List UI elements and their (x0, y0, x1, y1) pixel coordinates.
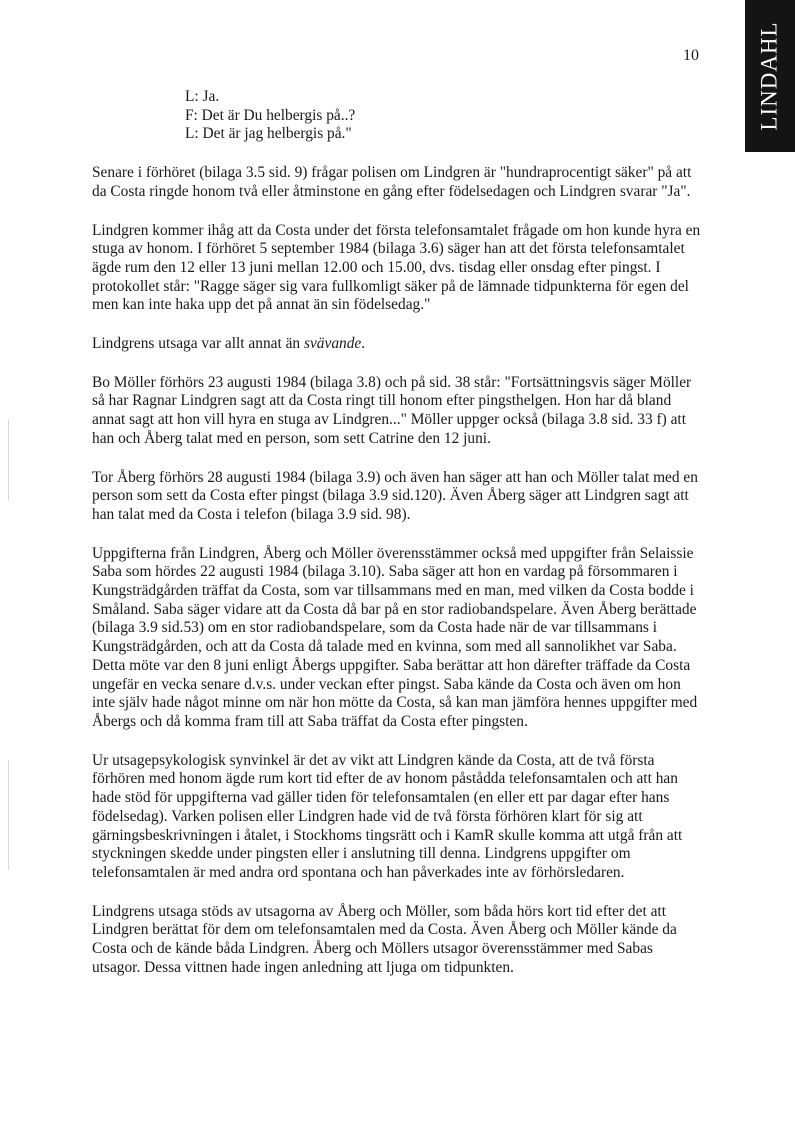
vague-prefix: Lindgrens utsaga var allt annat än (92, 335, 304, 353)
scan-margin-mark (8, 420, 9, 500)
body-paragraph: Tor Åberg förhörs 28 augusti 1984 (bilaga 3.9) och även han säger att han och Möller talat med en person som sett da Costa efter pingst (bilaga 3.9 sid.120). Även Åberg säger att Lindgren sagt att han talat med da Costa i telefon (bilaga 3.9 sid. 98). (92, 468, 698, 523)
document-body (92, 88, 704, 997)
body-paragraph-vague (92, 335, 704, 354)
quote-line: L: Ja. (185, 88, 220, 105)
body-paragraph: Ur utsagepsykologisk synvinkel är det av vikt att Lindgren kände da Costa, att de två första förhören med honom ägde rum kort tid efter de av honom påstådda telefonsamtalen och att han hade stöd för uppgifterna vad gäller tiden för telefonsamtalen (en eller ett par dagar efter hans födelsedag). Varken polisen eller Lindgren hade vid de två första förhören klart för sig att gärningsbeskrivningen i åtalet, i Stockhoms tingsrätt och i KamR skulle komma att utgå från att styckningen skedde under pingsten eller i anslutning till denna. Lindgrens uppgifter om telefonsamtalen är med andra ord spontana och han påverkades inte av förhörsledaren. (92, 751, 683, 881)
interview-quote (185, 88, 704, 144)
vague-suffix: . (361, 335, 366, 353)
vague-emphasis: svävande (303, 335, 362, 353)
page-number: 10 (683, 47, 699, 64)
firm-name-tab (745, 0, 795, 152)
body-paragraph: Lindgrens utsaga stöds av utsagorna av Åberg och Möller, som båda hörs kort tid efter det att Lindgren berättat för dem om telefonsamtalen med da Costa. Även Åberg och Möller kände da Costa och de kände båda Lindgren. Åberg och Möllers utsagor överensstämmer med Sabas utsagor. Dessa vittnen hade ingen anledning att ljuga om tidpunkten. (92, 902, 677, 976)
body-paragraph: Senare i förhöret (bilaga 3.5 sid. 9) frågar polisen om Lindgren är "hundraprocentigt säker" på att da Costa ringde honom två eller åtminstone en gång efter födelsedagen och Lindgren svarar "Ja". (92, 164, 692, 200)
body-paragraph: Uppgifterna från Lindgren, Åberg och Möller överensstämmer också med uppgifter från Selaissie Saba som hördes 22 augusti 1984 (bilaga 3.10). Saba säger att hon en vardag på försommaren i Kungsträdgården träffat da Costa, som var tillsammans med en man, med vilken da Costa bodde i Småland. Saba säger vidare att da Costa då bar på en stor radiobandspelare. Även Åberg berättade (bilaga 3.9 sid.53) om en stor radiobandspelare, som da Costa hade när de var tillsammans i Kungsträdgården, och att da Costa då talade med en kvinna, som med all sannolikhet var Saba. Detta möte var den 8 juni enligt Åbergs uppgifter. Saba berättar att hon därefter träffade da Costa ungefär en vecka senare d.v.s. under veckan efter pingst. Saba kände da Costa och även om hon inte själv hade något minne om när hon mötte da Costa, så kan man jämföra hennes uppgifter med Åbergs och då komma fram till att Saba träffat da Costa efter pingsten. (92, 544, 698, 730)
body-paragraph: Bo Möller förhörs 23 augusti 1984 (bilaga 3.8) och på sid. 38 står: "Fortsättningsvis säger Möller så har Ragnar Lindgren sagt att da Costa ringt till honom efter pingsthelgen. Hon har då bland annat sagt att hon vill hyra en stuga av Lindgren..." Möller uppger också (bilaga 3.8 sid. 33 f) att han och Åberg talat med en person, som sett Catrine den 12 juni. (92, 373, 692, 447)
quote-line: F: Det är Du helbergis på..? (185, 106, 356, 124)
firm-name-label: LINDAHL (757, 21, 783, 131)
body-paragraph: Lindgren kommer ihåg att da Costa under det första telefonsamtalet frågade om hon kunde hyra en stuga av honom. I förhöret 5 september 1984 (bilaga 3.6) säger han att det första telefonsamtalet ägde rum den 12 eller 13 juni mellan 12.00 och 15.00, dvs. tisdag eller onsdag efter pingst. I protokollet står: "Ragge säger sig vara fullkomligt säker på de lämnade tidpunkterna för egen del men kan inte haka upp det på annat än sin födelsedag." (92, 221, 701, 314)
scan-margin-mark (8, 760, 9, 870)
quote-line: L: Det är jag helbergis på." (185, 125, 352, 143)
